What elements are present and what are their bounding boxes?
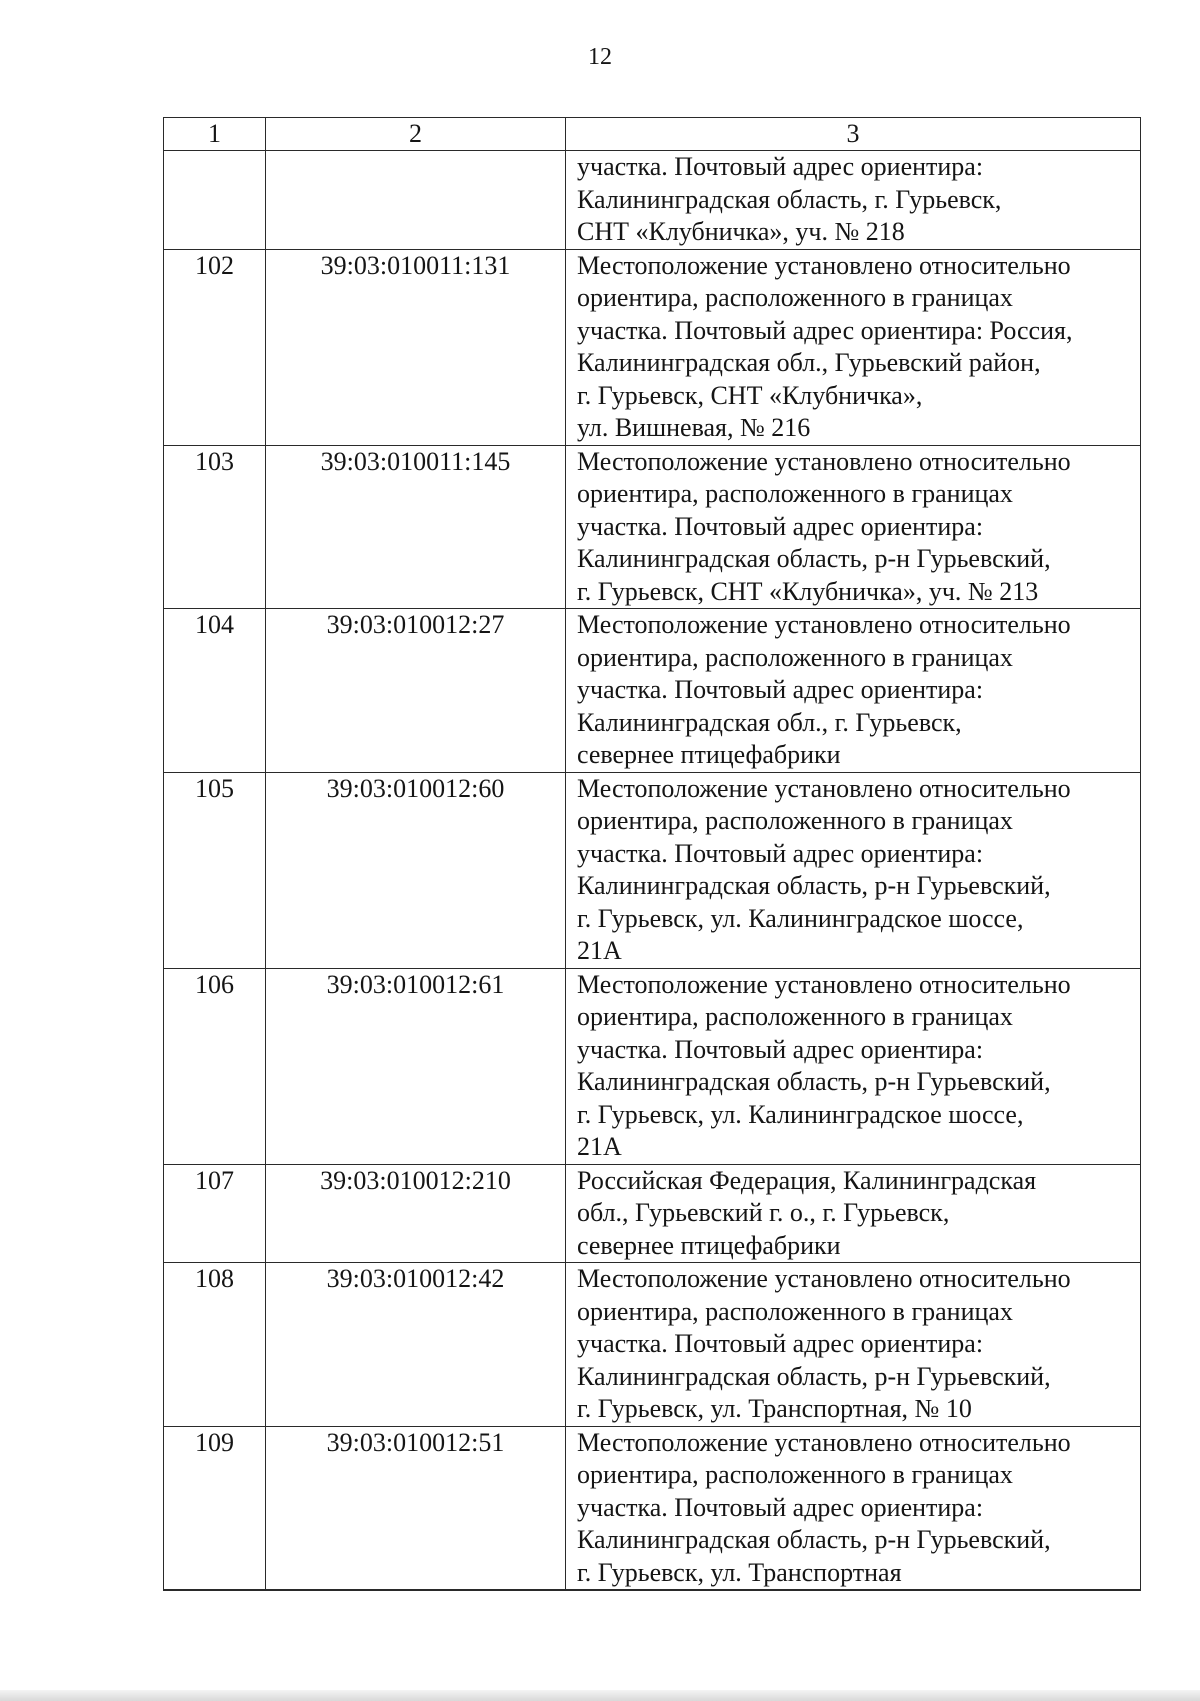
row-number: 105 — [164, 772, 266, 968]
row-number — [164, 1590, 266, 1591]
table-row — [164, 249, 1141, 445]
table-row — [164, 1590, 1141, 1591]
location-description — [566, 1590, 1141, 1591]
location-description: Местоположение установлено относительно ориентира, расположенного в границах участка. Почтовый адрес ориентира: Калининградская область, р-н Гурьевский, г. Гурьевск, ул. Калининградское шоссе, 21А — [566, 772, 1141, 968]
table-row — [164, 1164, 1141, 1263]
row-number — [164, 151, 266, 250]
location-description: Местоположение установлено относительно ориентира, расположенного в границах участка. Почтовый адрес ориентира: Калининградская обл., г. Гурьевск, севернее птицефабрики — [566, 609, 1141, 773]
scan-edge-shadow — [0, 1690, 1200, 1701]
row-number: 102 — [164, 249, 266, 445]
table-row — [164, 1263, 1141, 1427]
row-number: 103 — [164, 445, 266, 609]
cadastral-number: 39:03:010012:42 — [266, 1263, 566, 1427]
land-plots-table — [163, 117, 1141, 1591]
cadastral-number: 39:03:010012:210 — [266, 1164, 566, 1263]
column-header-3: 3 — [566, 118, 1141, 151]
table-row — [164, 968, 1141, 1164]
cadastral-number — [266, 151, 566, 250]
column-header-2: 2 — [266, 118, 566, 151]
location-description: Российская Федерация, Калининградская обл., Гурьевский г. о., г. Гурьевск, севернее птицефабрики — [566, 1164, 1141, 1263]
cadastral-number — [266, 1590, 566, 1591]
page-number: 12 — [588, 44, 612, 70]
table-row — [164, 445, 1141, 609]
column-header-1: 1 — [164, 118, 266, 151]
cadastral-number: 39:03:010011:131 — [266, 249, 566, 445]
location-description: Местоположение установлено относительно ориентира, расположенного в границах участка. Почтовый адрес ориентира: Россия, Калининградская обл., Гурьевский район, г. Гурьевск, СНТ «Клубничка», ул. Вишневая, № 216 — [566, 249, 1141, 445]
table-row — [164, 151, 1141, 250]
row-number: 108 — [164, 1263, 266, 1427]
cadastral-number: 39:03:010012:27 — [266, 609, 566, 773]
cadastral-number: 39:03:010011:145 — [266, 445, 566, 609]
table-row — [164, 609, 1141, 773]
cadastral-number: 39:03:010012:61 — [266, 968, 566, 1164]
location-description: Местоположение установлено относительно ориентира, расположенного в границах участка. Почтовый адрес ориентира: Калининградская область, р-н Гурьевский, г. Гурьевск, ул. Калининградское шоссе, 21А — [566, 968, 1141, 1164]
location-description: участка. Почтовый адрес ориентира: Калининградская область, г. Гурьевск, СНТ «Клубничка», уч. № 218 — [566, 151, 1141, 250]
table-row — [164, 772, 1141, 968]
cadastral-number: 39:03:010012:60 — [266, 772, 566, 968]
cadastral-number: 39:03:010012:51 — [266, 1426, 566, 1590]
row-number: 106 — [164, 968, 266, 1164]
row-number: 107 — [164, 1164, 266, 1263]
row-number: 109 — [164, 1426, 266, 1590]
table-row — [164, 1426, 1141, 1590]
location-description: Местоположение установлено относительно ориентира, расположенного в границах участка. Почтовый адрес ориентира: Калининградская область, р-н Гурьевский, г. Гурьевск, СНТ «Клубничка», уч. № 213 — [566, 445, 1141, 609]
table-header-row — [164, 118, 1141, 151]
location-description: Местоположение установлено относительно ориентира, расположенного в границах участка. Почтовый адрес ориентира: Калининградская область, р-н Гурьевский, г. Гурьевск, ул. Транспортная, № 10 — [566, 1263, 1141, 1427]
location-description: Местоположение установлено относительно ориентира, расположенного в границах участка. Почтовый адрес ориентира: Калининградская область, р-н Гурьевский, г. Гурьевск, ул. Транспортная — [566, 1426, 1141, 1590]
row-number: 104 — [164, 609, 266, 773]
